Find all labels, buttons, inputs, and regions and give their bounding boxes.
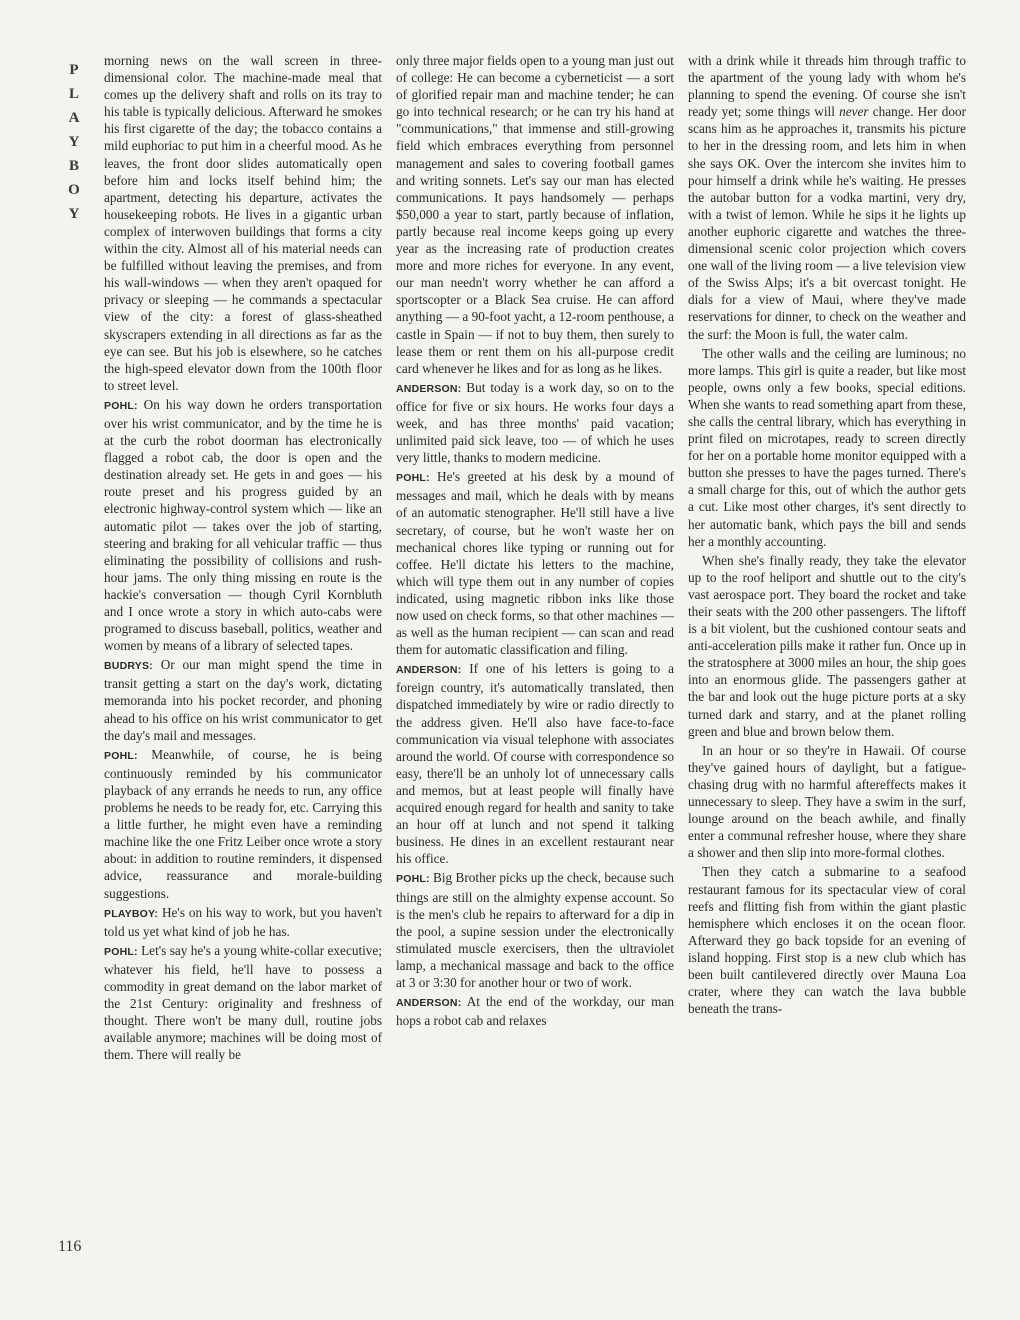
text-column-3	[688, 52, 966, 1017]
speaker-label: POHL:	[104, 945, 138, 958]
paragraph	[688, 863, 966, 1017]
speaker-label: POHL:	[104, 399, 138, 412]
emphasis: never	[839, 104, 869, 120]
paragraph	[396, 993, 674, 1029]
paragraph: with a drink while it threads him through traffic to the apartment of the young lady with whom he's planning to spend the evening. Of course she isn't ready yet; some things will never change. Her door scans him as he approaches it, transmits his picture to her in the dressing room, and lets him in when she says OK. Over the intercom she invites him to pour himself a drink while he's waiting. He presses the autobar button for a vodka martini, very dry, with a twist of lemon. While he sips it he lights up another euphoric cigarette and watches the three-dimensional scenic color projection which covers one wall of the living room — a live television view of the Swiss Alps; it's a bit overcast tonight. He dials for a view of Maui, where they've made reservations for dinner, to check on the weather and the surf: the Moon is full, the water calm.	[688, 53, 966, 342]
paragraph-text: The other walls and the ceiling are luminous; no more lamps. This girl is quite a reader, but like most people, owns only a few books, special editions. When she wants to read something apart from these, she calls the central library, which has everything in print filed on microtapes, ready to screen directly for her on a portable home monitor equipped with a button she presses to have the pages turned. There's a small charge for this, out of which the author gets a cut. Like most other charges, it's sent directly to her automatic bank, which pays the bill and sends her a monthly accounting.	[688, 345, 966, 549]
paragraph-text: He's greeted at his desk by a mound of messages and mail, which he deals with by means of an automatic stenographer. He'll still have a live secretary, of course, but he won't waste her on mechanical chores like typing or running out for coffee. He'll dictate his letters to the machine, which will type them out in any number of copies indicated, using magnetic ribbon inks like those now used on check forms, so that other machines — as well as the human recipient — can scan and read them for automatic classification and filing.	[396, 469, 674, 658]
paragraph	[688, 345, 966, 550]
paragraph	[104, 396, 382, 654]
paragraph	[396, 52, 674, 377]
paragraph-text: Then they catch a submarine to a seafood restaurant famous for its spectacular view of coral reefs and flitting fish from within the giant plastic hemisphere which encloses it on the ocean floor. Afterward they go back topside for an evening of island hopping. First stop is a new club which has been built cantilevered directly over Mauna Loa crater, where they can watch the lava bubble beneath the trans-	[688, 864, 966, 1017]
paragraph-text: Or our man might spend the time in transit getting a start on the day's work, dictating memoranda into his pocket recorder, and phoning ahead to his office on his wrist communicator to get the day's mail and messages.	[104, 657, 382, 743]
paragraph-text: Let's say he's a young white-collar executive; whatever his field, he'll have to possess a commodity in great demand on the labor market of the 21st Century: originality and freshness of thought. There won't be many dull, routine jobs available anymore; machines will be doing most of them. There will really be	[104, 942, 382, 1063]
speaker-label: POHL:	[396, 873, 430, 886]
speaker-label: POHL:	[396, 472, 430, 485]
masthead-letter: L	[68, 86, 79, 102]
page-number: 116	[58, 1238, 82, 1255]
paragraph	[104, 904, 382, 940]
masthead-letter: B	[68, 158, 79, 174]
paragraph	[104, 656, 382, 743]
speaker-label: ANDERSON:	[396, 664, 462, 677]
masthead-letter: Y	[68, 206, 80, 222]
paragraph-text: On his way down he orders transportation over his wrist communicator, and by the time he is at the curb the robot doorman has electronically flagged a robot cab, the door is open and the destination already set. He gets in and goes — his route preset and his progress guided by an electronic highway-control system which — like an automatic pilot — takes over the job of starting, steering and braking for all vehicular traffic — thus eliminating the possibility of collisions and rush-hour jams. The only thing missing en route is the hackie's conversation — though Cyril Kornbluth and I once wrote a story in which auto-cabs were programed to discuss baseball, politics, weather and women by means of a library of selected tapes.	[104, 396, 383, 654]
paragraph	[396, 379, 674, 466]
paragraph-text: When she's finally ready, they take the elevator up to the roof heliport and shuttle out to the city's vast aerospace port. They board the rocket and take their seats with the 200 other passengers. The liftoff is a bit violent, but the cushioned contour seats and anti-acceleration pills make it rather fun. Once up in the stratosphere at 3000 miles an hour, the ship goes into an enormous glide. The passengers gather at the bar and look out the huge picture ports at a sky turned dark and starry, and at the planet rolling green and blue and brown below them.	[688, 552, 966, 739]
paragraph	[396, 869, 674, 991]
paragraph	[688, 552, 966, 740]
text-column-1	[104, 52, 382, 1063]
magazine-masthead	[62, 58, 86, 226]
masthead-letter: O	[68, 182, 80, 198]
paragraph-text: Big Brother picks up the check, because such things are still on the almighty expense account. So is the men's club he repairs to afterward for a dip in the pool, a supine session under the electronically stimulated muscle exercisers, then the ultraviolet lamp, a mechanical massage and back to the office at 3 or 3:30 for another hour or two of work.	[396, 870, 674, 990]
paragraph	[396, 468, 674, 658]
paragraph	[396, 660, 674, 867]
text-column-2	[396, 52, 674, 1029]
paragraph-text: only three major fields open to a young man just out of college: He can become a cyberneticist — a sort of glorified repair man and machine tender; he can go into technical research; or he can try his hand at "communications," that immense and still-growing field which embraces everything from personnel management and sales to covering football games and writing sonnets. Let's say our man has elected communications. It pays handsomely — perhaps $50,000 a year to start, partly because of inflation, partly because real income keeps going up every year as the increasing rate of production creates more and more riches for everyone. In any event, our man needn't worry whether he can afford a sportscopter or a Black Sea cruise. He can afford anything — a 90-foot yacht, a 12-room penthouse, a castle in Spain — if not to buy them, then surely to lease them or rent them on his all-purpose credit card whenever he likes and for as long as he likes.	[396, 53, 674, 376]
speaker-label: POHL:	[104, 749, 138, 762]
speaker-label: PLAYBOY:	[104, 907, 159, 920]
masthead-letter: Y	[68, 134, 80, 150]
paragraph	[688, 742, 966, 862]
paragraph-text: At the end of the workday, our man hops a robot cab and relaxes	[396, 994, 674, 1029]
speaker-label: ANDERSON:	[396, 997, 462, 1010]
paragraph-text: If one of his letters is going to a foreign country, it's automatically translated, then dispatched immediately by wire or radio directly to the address given. He'll also have face-to-face communication via visual telephone with associates around the world. Of course with correspondence so easy, there'll be an unholy lot of unnecessary calls and memos, but at least people will finally have acquired enough regard for health and sanity to take an hour off at lunch and not spend it talking business. He dines in an excellent restaurant near his office.	[396, 661, 674, 867]
paragraph	[104, 52, 382, 394]
speaker-label: BUDRYS:	[104, 660, 153, 673]
paragraph-text: In an hour or so they're in Hawaii. Of course they've gained hours of daylight, but a fatigue-chasing drug with no harmful aftereffects makes it unnecessary to sleep. They have a swim in the surf, lounge around on the beach awhile, and finally enter a communal refresher house, where they share a shower and then slip into more-formal clothes.	[688, 742, 966, 861]
paragraph-text: But today is a work day, so on to the office for five or six hours. He works four days a week, and has three months' paid vacation; unlimited paid sick leave, too — of which he uses very little, thanks to modern medicine.	[396, 379, 675, 466]
paragraph	[104, 746, 382, 902]
paragraph-text: Meanwhile, of course, he is being continuously reminded by his communicator playback of any errands he needs to run, any office problems he needs to be ready for, etc. Carrying this a little further, he might even have a reminding machine like the one Fritz Leiber once wrote a story about: in addition to routine reminders, it dispensed advice, reassurance and morale-building suggestions.	[104, 746, 382, 901]
masthead-letter: A	[68, 110, 80, 126]
paragraph-text: morning news on the wall screen in three-dimensional color. The machine-made meal that comes up the delivery shaft and rolls on its tray to his table is typically delicious. Afterward he smokes his first cigarette of the day; the tobacco contains a mild euphoriac to put him in a cheerful mood. As he leaves, the front door slides automatically open before him and locks itself behind him; the apartment, detecting his departure, activates the housekeeping robots. He lives in a gigantic urban complex of interwoven buildings that forms a city within the city. Almost all of his material needs can be fulfilled without leaving the premises, and from his wall-windows — when they aren't opaqued for privacy or sleeping — he commands a spectacular view of the city: a forest of glass-sheathed skyscrapers extending in all directions as far as the eye can see. But his job is elsewhere, so he catches the high-speed elevator down from the 100th floor to street level.	[104, 53, 382, 393]
paragraph	[104, 942, 382, 1064]
speaker-label: ANDERSON:	[396, 382, 462, 395]
paragraph-text: He's on his way to work, but you haven't told us yet what kind of job he has.	[104, 904, 382, 939]
masthead-letter: P	[69, 62, 79, 78]
